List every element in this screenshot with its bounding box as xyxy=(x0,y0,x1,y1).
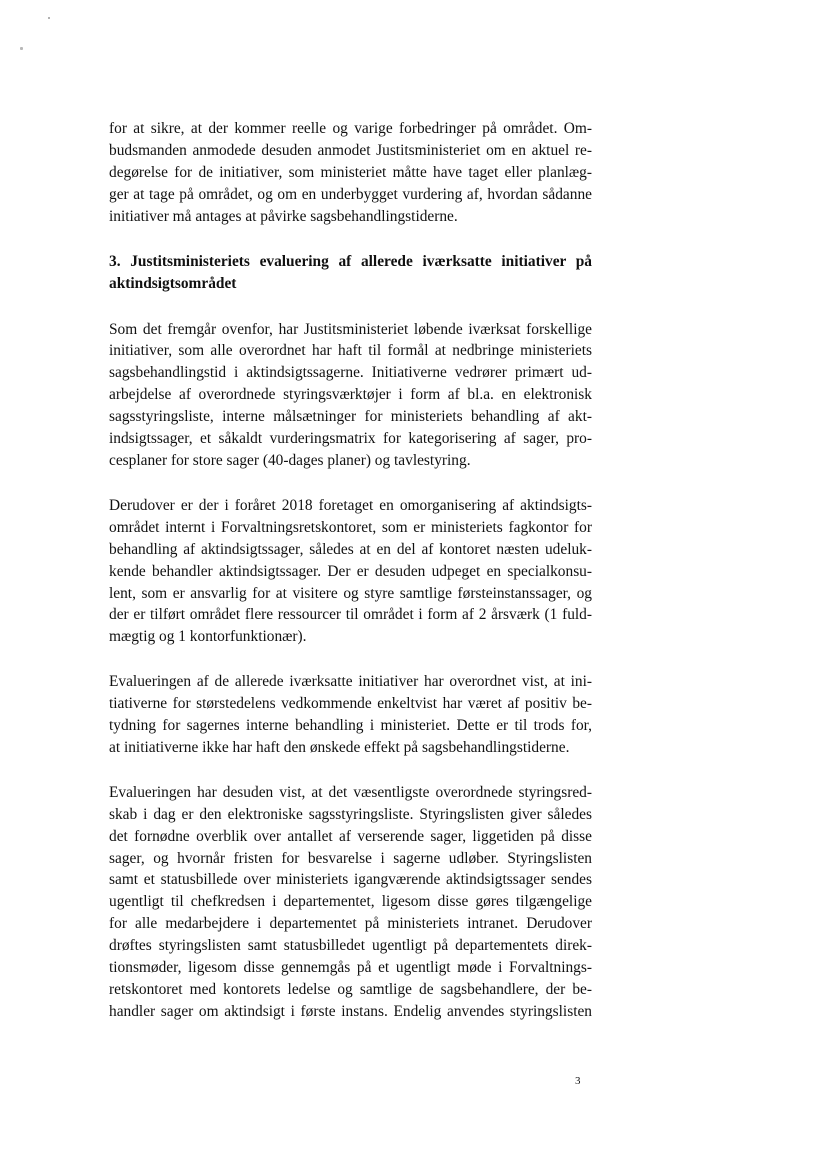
text-line: degørelse for de initiativer, som ministeriet måtte have taget eller planlæg- xyxy=(109,163,592,181)
text-line: behandling af aktindsigtssager, således at en del af kontoret næsten udeluk- xyxy=(109,540,592,558)
page-number: 3 xyxy=(575,1075,581,1087)
text-line: budsmanden anmodede desuden anmodet Justitsministeriet om en aktuel re- xyxy=(109,141,592,159)
text-line: indsigtssager, et såkaldt vurderingsmatrix for kategorisering af sager, pro- xyxy=(109,430,592,448)
heading-line: aktindsigtsområdet xyxy=(109,275,237,293)
text-line: der er tilført området flere ressourcer til området i form af 2 årsværk (1 fuld- xyxy=(109,606,592,624)
text-line: for at sikre, at der kommer reelle og varige forbedringer på området. Om- xyxy=(109,120,592,137)
text-line: kende behandler aktindsigtssager. Der er desuden udpeget en specialkonsu- xyxy=(109,562,592,580)
text-line: initiativer må antages at påvirke sagsbehandlingstiderne. xyxy=(109,207,458,225)
text-line: retskontoret med kontorets ledelse og samtlige de sagsbehandlere, der be- xyxy=(109,981,592,998)
paragraph-steering-list xyxy=(109,782,592,1023)
text-line: Som det fremgår ovenfor, har Justitsministeriet løbende iværksat forskellige xyxy=(109,320,592,338)
paragraph-reorganisation xyxy=(109,495,592,648)
text-line: ugentligt til chefkredsen i departementet, ligesom disse gøres tilgængelige xyxy=(109,893,592,911)
heading-line: 3. Justitsministeriets evaluering af allerede iværksatte initiativer på xyxy=(109,252,592,270)
text-line: det fornødne overblik over antallet af verserende sager, liggetiden på disse xyxy=(109,827,592,845)
text-line: ger at tage på området, og om en underbygget vurdering af, hvordan sådanne xyxy=(109,185,592,203)
text-line: tionsmøder, ligesom disse gennemgås på et ugentligt møde i Forvaltnings- xyxy=(109,959,592,977)
paragraph-ombudsman-request xyxy=(109,118,592,228)
text-line: sager, og hvornår fristen for besvarelse i sagerne udløber. Styringslisten xyxy=(109,849,592,867)
text-line: området internt i Forvaltningsretskontoret, som er ministeriets fagkontor for xyxy=(109,518,592,536)
text-line: cesplaner for store sager (40-dages planer) og tavlestyring. xyxy=(109,451,471,469)
text-line: handler sager om aktindsigt i første instans. Endelig anvendes styringslisten xyxy=(109,1002,592,1020)
text-line: arbejdelse af overordnede styringsværktøjer i form af bl.a. en elektronisk xyxy=(109,386,592,404)
text-line: at initiativerne ikke har haft den ønskede effekt på sagsbehandlingstiderne. xyxy=(109,738,570,756)
text-line: sagsbehandlingstid i aktindsigtssagerne. Initiativerne vedrører primært ud- xyxy=(109,364,592,382)
section-heading xyxy=(109,251,592,296)
document-body xyxy=(109,118,592,1023)
text-line: Evalueringen af de allerede iværksatte initiativer har overordnet vist, at ini- xyxy=(109,673,592,691)
text-line: tiativerne for størstedelens vedkommende enkeltvist har været af positiv be- xyxy=(109,695,592,713)
text-line: Evalueringen har desuden vist, at det væsentligste overordnede styringsred- xyxy=(109,783,592,801)
text-line: mægtig og 1 kontorfunktionær). xyxy=(109,628,307,646)
paragraph-initiatives xyxy=(109,319,592,472)
scan-speck xyxy=(20,47,23,50)
text-line: skab i dag er den elektroniske sagsstyringsliste. Styringslisten giver således xyxy=(109,805,592,823)
scan-speck xyxy=(48,17,50,19)
paragraph-evaluation-result xyxy=(109,671,592,759)
text-line: tydning for sagernes interne behandling i ministeriet. Dette er til trods for, xyxy=(109,717,592,735)
text-line: initiativer, som alle overordnet har haft til formål at nedbringe ministeriets xyxy=(109,342,592,360)
text-line: lent, som er ansvarlig for at visitere og styre samtlige førsteinstanssager, og xyxy=(109,584,592,602)
text-line: drøftes styringslisten samt statusbilledet ugentligt på departementets direk- xyxy=(109,937,592,955)
text-line: for alle medarbejdere i departementet på ministeriets intranet. Derudover xyxy=(109,915,592,933)
text-line: Derudover er der i foråret 2018 foretaget en omorganisering af aktindsigts- xyxy=(109,496,592,514)
text-line: samt et statusbillede over ministeriets igangværende aktindsigtssager sendes xyxy=(109,871,592,889)
text-line: sagsstyringsliste, interne målsætninger for ministeriets behandling af akt- xyxy=(109,408,592,426)
